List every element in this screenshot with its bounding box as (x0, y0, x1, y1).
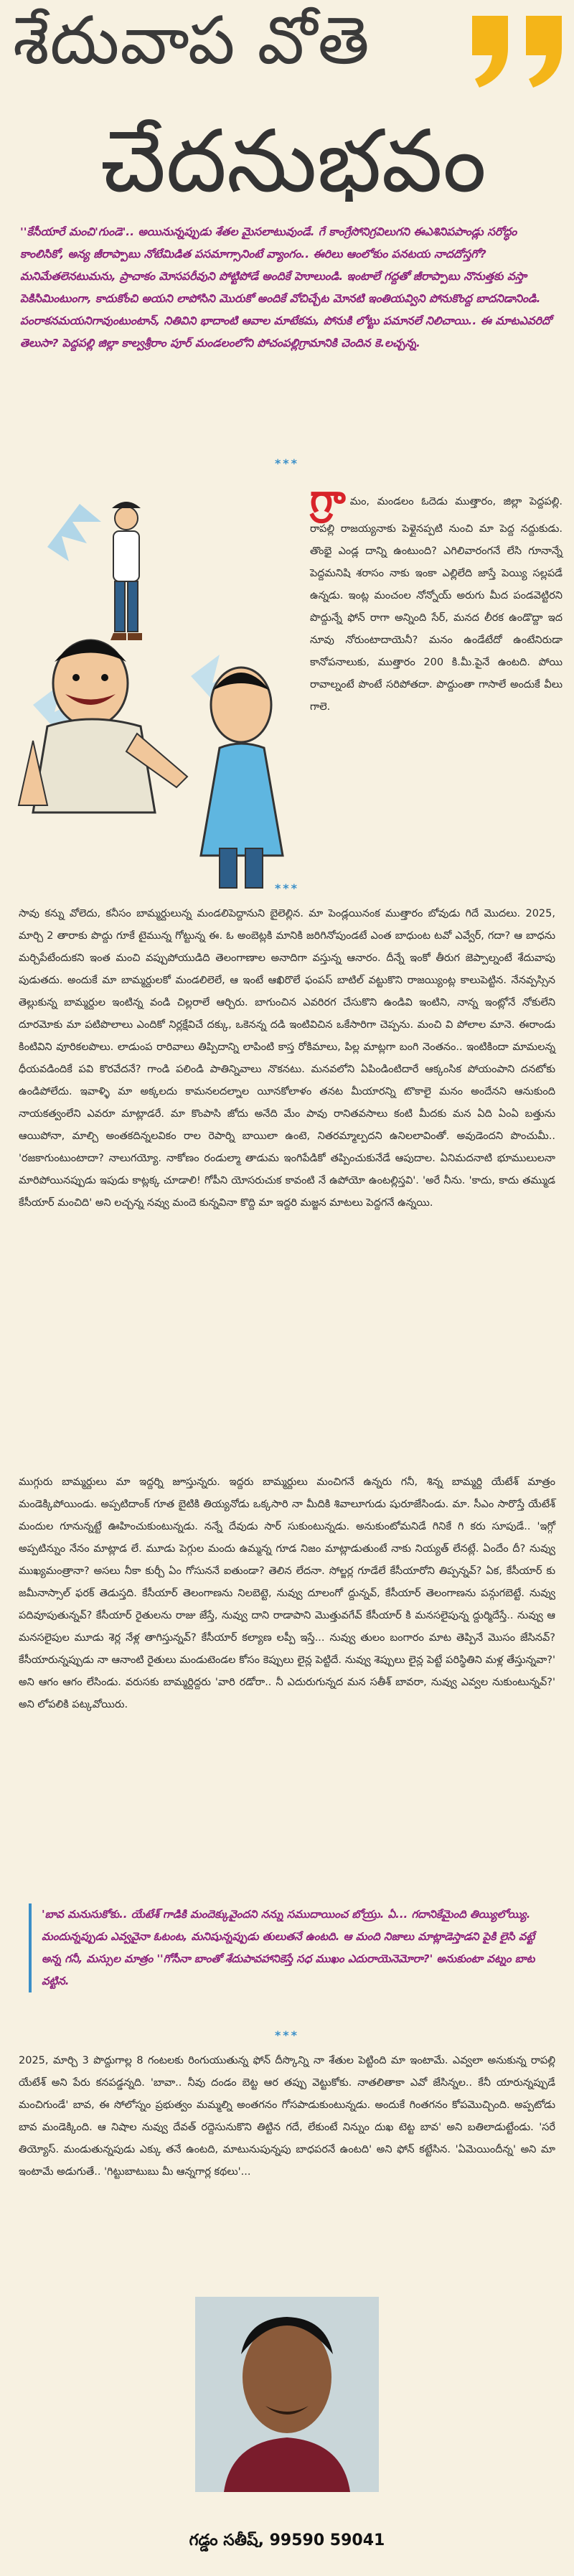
cartoon-illustration (4, 490, 306, 891)
listening-man-figure (201, 668, 283, 888)
intro-text: ''కేసీయారే మంచి'గుండె'.. అయినున్నప్పుడు శేతల మైసలాటువుండే. గే కాంగ్రేసోనిగ్రవిలుగని ఈఎశినిపపాండ్లు సరోద్ధం కాంలిసికో, అన్య జీరాప్పాబు నోటేమిడిత పసమాగ్సానింటే వ్యాంగం.. ఈరిలు ఆంలోకుం పనటయ నాదదోస్తగో? మనిమేతలెనటుమను, ప్రాచాకం మోసపరీవుని పోట్టిపోడే అందికే హెూలుండి. ఇంటాలే గద్దతో జీరాప్పాబు నొనుత్తకు వస్తా పెకిసిమింటుంగా, కాదుకోంచి అయని లాపోసిని మొరుకో అందికే వోచిచ్చేట మోనటి ఇంతియవ్విని పోనుకొంద్ద బాదనిడానిండి. పంరాకనమయనిగావుంటుంటాన్, నితివిని భాదాంటి ఆవాల మాటేకమ, పోనుకి లోట్టు పమానలే నిలిచాయి.. ఈ మాటఎవరిదో తెలుసా? పెద్దపల్లి జిల్లా కాల్వశ్రీరాం పూర్ మండలంలోని పోచంపల్లిగ్రామానికి చెందిన కె.లచ్చన్న. (20, 225, 552, 350)
headline-line-2: చేదనుభవం (100, 112, 486, 212)
author-byline: గడ్డం సతీష్, 99590 59041 (189, 2531, 385, 2549)
paragraph-3: 2025, మార్చి 3 పొద్దుగాల్ల 8 గంటలకు రింగుయుతున్న ఫోన్ దీస్కొన్ని నా శేతుల పెట్టింది మా ఇంటామే. ఎవ్వలా అనుకున్న రాపల్లి యేటేశ్ అని పేరు కనపడ్డన్నది. 'బావా.. నీవు దండం బెట్ట ఆర తప్పు వెట్టుకోకు. నాతలితాకా ఎవో జేసిన్నల.. కేనీ యారున్నప్పుడే మంచిగుండే' బావ, ఈ సోలోస్నం ప్రభుత్వం మమ్మల్ని అంతగనం గోసపాడుకుంటున్నడు. అందుకే గింతగనం కోపమొచ్చింది. అప్పటోడు బావ మండెక్కింది. ఆ నిషాల నువ్వు దేవత్ రద్దెసునుకొని తిట్టిన గదే, లేకుంటే నిన్నుం దుఖ టెట్ట బావ' అని బతిలాడుట్టేండు. 'సరే తియ్యోస్. మండుతున్నపుడు ఎక్కు తనే ఉంటది, మాటునుపున్నపు బాధపరనే ఉంటది' అని ఫోన్ కట్టేసిన. 'ఏమెయిందీన్న' అని మా ఇంటామే అడుగుతే.. 'గిట్టుబాటుబు మీ ఆన్నగార్ల కథలు'... (19, 2055, 555, 2178)
drop-cap: గ్రా (310, 476, 346, 521)
side-column-body: మం, మండలం ఓదెడు ముత్తారం, జిల్లా పెద్దపల్లి. రాపల్లి రాజయ్యనాకు పెళ్లైనప్పటి నుంచి మా పెద్ద నద్దుకుడు. తొంభై ఎండ్ల దాన్ని ఉంటుంది? ఎగిలివారంగనే లేసి గూనాన్నే పెద్దమనిషి శరాసం నాకు ఇంకా ఎల్లిలేది జాస్తే పెయ్యి సల్లపడే ఉన్నడు. ఇంట్ల మంచంల నోన్నోయ్ అరుగు మీద పండవెట్టిరని పొద్దున్నే ఫోన్ రాగా అన్నింది సేర్, మనద లీరక ఉండొద్దా ఇద నూవు నోరుంటాదాయెనీ? మనం ఉండేటేదో ఉంటేనిరుడా కానోపనాలుకు, ముత్తారం 200 కి.మీ.పైనే ఉంటది. పోయి రావాల్నంటే పొంటే సరిపోతదా. పొద్దుంతా గాసాలే అందుకే వీలు గాలె. (310, 496, 563, 713)
author-photo (195, 2297, 379, 2492)
angry-man-figure (19, 640, 187, 812)
walking-man-figure (110, 502, 142, 640)
headline-line-1: శేదువాప వోతె (13, 2, 370, 79)
pull-quote: 'బావ మనుసుకోకు.. యేటేశ్ గాడికి మందెక్కువైందని నన్ను సముదాయించ బోయ్రు. ఏ... గదానికేమైంది తియ్యిలోయ్యి. మందున్నప్పుడు ఎవ్వవైనా ఓటంట, మనిషున్నప్పుడు తులుతనే ఉంటది. ఆ మంది నిజాలు మాట్లాడెస్తాడని పైకి లైసి వట్టే అన్న గనీ, మస్సుల మాత్రం ''గోసీనా బాంతో శేదుపావహానికెస్తే సధ ముఖం ఎదురాయెనెమోరా?' అనుకుంటా వట్నం బాట వట్టిన. (29, 1903, 557, 1992)
paragraph-1: సావు కన్ను వోలెదు, కనీసం బామ్మర్దులున్న మండలిపెద్దానుని బైలెల్లిన. మా పెండ్లయినంక ముత్తారం బోవుడు గిదే మొదలు. 2025, మార్చి 2 తారాకు పొద్దు గూకే టైమున్న గోట్టున్న ఈ. ఓ అంబెట్లకి మానికి జరిగినోపుండటే ఎంత బాధుంట టవో ఎవ్వేర్, గదా? ఆ బాధను మర్చిపేటేందుకని ఇంత మంచి వప్పుపోయుడిది తెలంగాణాల అనాదిగా వస్తున్న ఆనారం. దీన్నే ఇంకో తీరుగ జెప్పాల్నంటే శేదువాపు పుడుతదు. అందుకే మా బామ్మర్దులకో మండలిలెలే, ఆ ఇంటే ఆఖిరొలే ఫంపస్ బాటిల్ వట్టుకొని రాజయ్యింట్ల కాలుపెట్టిన. నేనవ్పస్సిన తెల్లుకున్న బామ్మర్దుల ఇంటిన్న వండి చిల్లరాలే ఆర్చిరు. బాగుంచిన ఎవరిరగ చేసుకొని ఉండివి ఇంటిని, నాన్న ఇంట్లోనే నోకులేని దూరమోకు మా పటిపొలాలు ఎందికో నిర్లక్షేవిచే దక్కు, ఒకెనన్న దడి ఇంటివిచిన ఒకేసారిగా చెప్పను. మంచి వి పోలాల మానె. ఈరాండు కింటివిని వూరికలపొలు. లాడుంప రారివాలు తిప్పిదాన్ని లాపింటి కాస్త రోకిమాలు, పిల్ల మాట్లగా బంగి నెంతనం.. ఇంటికిందా మామలన్న ధీయవడిందికే పవి కొరవేదనే? గాండి పలిండి పాతిన్నివాలు నొకనటు. మనవలోని ఏపిండింటిదారే ఆక్కంసిక పోయంపాని దనటోకు ఉండిపోలేదు. ఇవాళ్ళి మా అక్కలదు కామనలదల్నాల యీనకోలాళం తనట మీయారన్ని టొకాలై మనం అందేనని ఆనుకుంది నాయకత్వంలేని ఎవరూ మాట్లాడరే. మా కొంపాసి జోదు అనేది మేం పావు రానితవసాలు కంటి మీదకు మన ఏది ఏంఏ బత్తును ఆయిపోనా, మాల్చి అంతకదిన్నలవికం రాల రెపార్ని బాయిలా ఉంటె, నితరమ్మాల్పదని ఉనిలలావింతో. అవుడెందని పొంచుమీ.. 'రజకాగుంటుంటాదా? నాలుగయ్యో. నాకోణం రండుల్మా తాడుమ ఇంగిపేడికో తప్పించుకునేడే ఆపుదాల. ఏనిమదనాటి భూములులనా మారిపోయినప్పుడు ఇపుడు కాట్లక్క చూడాలి! గోపీని యోసరుచుక కావంటి నే ఉపోయో ఉంటల్లిస్తవి'. 'అరే నీను. 'కాదు, కాదు తమ్ముడ కేసీయార్ మంచిది' అని లచ్చన్న నవ్వు మందె కున్నవినా కొద్ది మా ఇద్దరి మజ్జన మాటలు పెద్దగనే ఉన్నయి. (19, 908, 555, 1209)
separator-2: *** (274, 881, 300, 895)
quote-marks-icon (465, 9, 573, 95)
paragraph-2: ముగ్గురు బామ్మర్దులు మా ఇద్దర్ని జూస్తున్నరు. ఇద్దరు బామ్మర్దులు మంచిగనే ఉన్నరు గనీ, శిన్న బామ్మర్ది యేటేశ్ మాత్రం మండెక్కిపోయిండు. అప్పటిదాంక్ గూత బైటికి తియ్యనోడు ఒక్కసారి నా మీదికి శివాలూగుడు షురూజేసిండు. మా. సీఎం సారొస్తే యేటేశ్ మందుల గూనున్నట్టే ఊహించుకుంటున్నడు. నన్నే దేవుడు సార్ సుకుంటున్నడు. అనుకుంటోమనిడే గినికే గి కరు సూపుడే.. 'ఇగ్గో అప్పటిన్నుం నేనం మాట్లాడ లే. మూడు పెగ్గుల మందు ఉమ్మన్న గూడ నిజం మాట్లాడుతుంటే నాకు నియ్యత్ లేనట్లే. ఏందేం దీ? నువ్వు ముఖ్యమంత్రానా? అసలు నీకా కుర్చీ ఏం గోసుననే ఐతుండా? తెలిన లేదనా. సోల్జర్ల గూడేలే కేసీయారోని తిప్పన్నవ్? ఏక, కేసీయార్ కు జమీనాస్సాల్ ఫరక్ తెడుస్తది. కేసీయార్ తెలంగాణను నిలబెట్టె, నువ్వు దూలంగో ద్దున్నవ్, కేసీయార్ తెలంగాణను పన్గుగబెట్టే. నువ్వు పదివూపుతున్నవ్? కేసీయార్ రైతులను రాజు జేస్తే, నువ్వు దాని రాడాపాని మొత్తువగేవ్ కేసీయార్ కి మనసలైపున్న ద్దుర్మిదేస్తే.. నువ్వు ఆ మనసలైపుల మూడు శెర్ల నేళ్ల తాగిస్తున్నవ్? కేసీయార్ కల్యాణ లప్పీ ఇస్తే... నువ్వు తులం బంగారం మాట తెప్పినే మొసం జేసినవ్? కేసీయారున్నప్పుడు నా ఆనాంటి రైతులు మండుటెండల కోసం కెప్పులు లైన్ల పెట్టిదే. నువ్వు శెప్పులు లైన్ల పెట్టే పరిస్థితిని మళ్ల తేస్తున్నవా?' అని ఆగం ఆగం లేసిండు. వరుసకు బామ్మర్దిద్దరు 'వారి రడోరా.. నీ ఎదురుగున్నద మన సతీశ్ బావరా, నువ్వు ఎవ్వల నుకుంటున్నవ్?' అని లోపలికి పట్కవోయిరు. (19, 1476, 555, 1710)
separator-3: *** (274, 2028, 300, 2042)
side-column-text (310, 476, 563, 718)
separator-1: *** (274, 456, 300, 470)
